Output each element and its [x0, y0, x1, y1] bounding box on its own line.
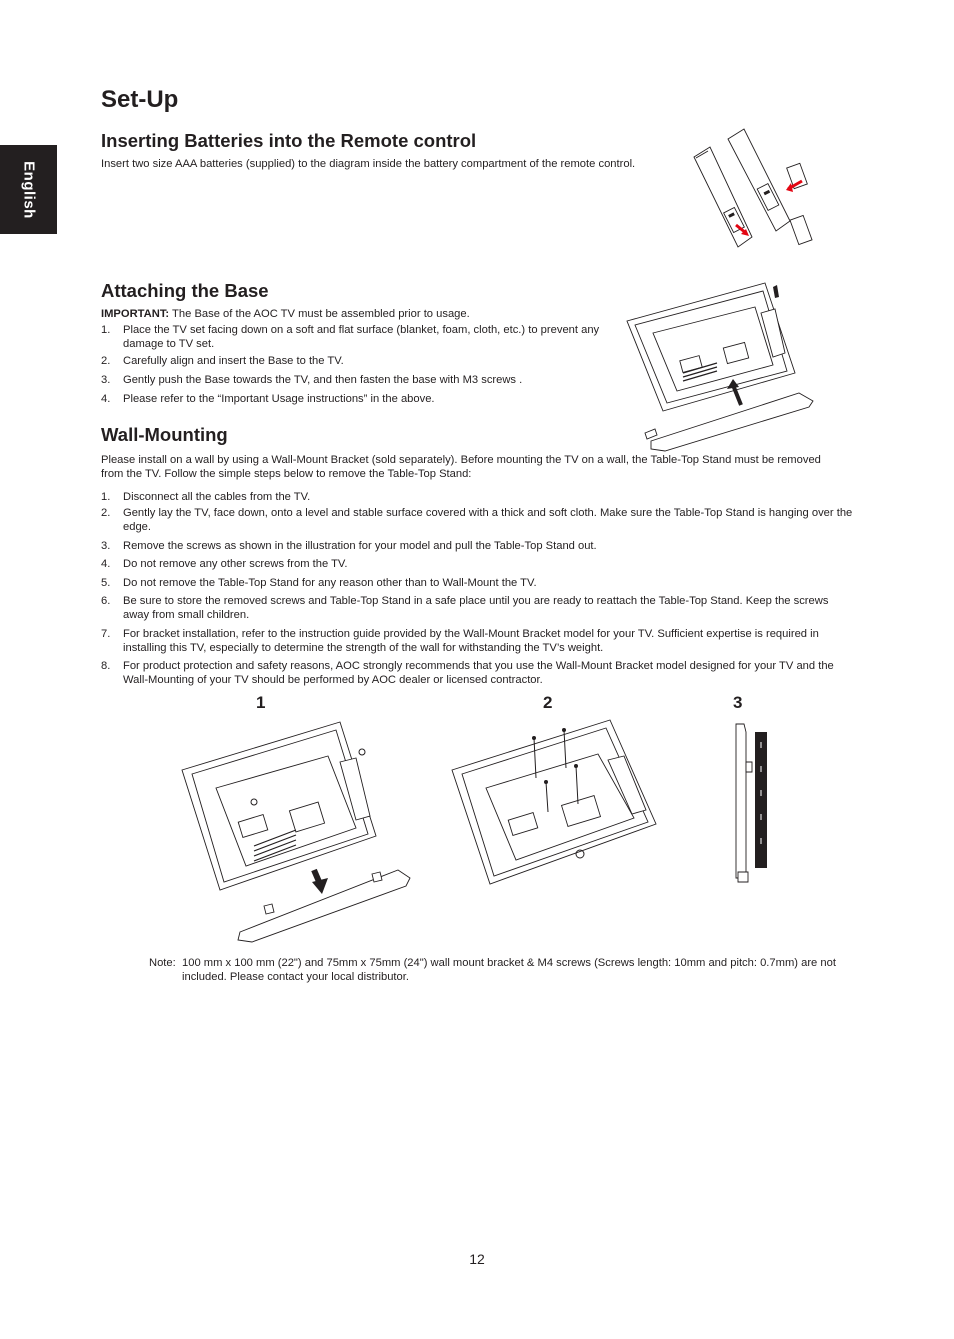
remove-stand-illustration	[180, 720, 412, 942]
step-number: 5.	[101, 577, 111, 589]
wall-side-view-illustration	[730, 722, 770, 890]
base-step	[101, 354, 626, 368]
wall-step	[101, 576, 856, 590]
important-label: IMPORTANT:	[101, 308, 170, 320]
step-number: 1.	[101, 491, 111, 503]
step-text: For bracket installation, refer to the instruction guide provided by the Wall-Mount Bracket model for your TV. Sufficient expertise is required in installing this TV, especially to determine the strength of the wall for withstanding the TV’s weight.	[123, 628, 819, 654]
step-number: 6.	[101, 595, 111, 607]
screw-location-illustration	[450, 718, 662, 888]
figure-label-3: 3	[733, 693, 743, 712]
step-text: Be sure to store the removed screws and Table-Top Stand in a safe place until you are ready to reattach the Table-Top Stand. Keep the screws away from small children.	[123, 595, 829, 621]
wall-heading: Wall-Mounting	[101, 424, 228, 445]
step-number: 7.	[101, 628, 111, 640]
step-number: 2.	[101, 355, 111, 367]
base-attach-illustration	[625, 283, 820, 453]
step-number: 8.	[101, 660, 111, 672]
base-step	[101, 373, 626, 387]
step-text: For product protection and safety reasons, AOC strongly recommends that you use the Wall-Mount Bracket model designed for your TV and the Wall-Mounting of your TV should be performed by AOC dealer or licensed contractor.	[123, 660, 834, 686]
step-text: Gently lay the TV, face down, onto a level and stable surface covered with a thick and soft cloth. Make sure the Table-Top Stand is hanging over the edge.	[123, 507, 853, 533]
step-text: Please refer to the “Important Usage instructions” in the above.	[123, 393, 435, 405]
wall-steps	[101, 490, 856, 687]
step-number: 4.	[101, 393, 111, 405]
step-text: Gently push the Base towards the TV, and then fasten the base with M3 screws .	[123, 374, 523, 386]
base-steps	[101, 323, 626, 406]
page-number: 12	[469, 1251, 485, 1267]
base-step	[101, 392, 626, 406]
note	[149, 956, 859, 984]
note-text: 100 mm x 100 mm (22") and 75mm x 75mm (24") wall mount bracket & M4 screws (Screws length: 10mm and pitch: 0.7mm) are not included. Please contact your local distributor.	[182, 957, 836, 983]
step-text: Do not remove any other screws from the TV.	[123, 558, 348, 570]
step-number: 3.	[101, 374, 111, 386]
wall-intro: Please install on a wall by using a Wall-Mount Bracket (sold separately). Before mounting the TV on a wall, the Table-Top Stand must be removed from the TV. Follow the simple steps below to remove the Table-Top Stand:	[101, 454, 821, 480]
step-number: 2.	[101, 507, 111, 519]
step-text: Place the TV set facing down on a soft and flat surface (blanket, foam, cloth, etc.) to prevent any damage to TV set.	[123, 324, 600, 350]
language-tab-label: English	[20, 160, 37, 219]
batteries-text: Insert two size AAA batteries (supplied) to the diagram inside the battery compartment of the remote control.	[101, 158, 636, 170]
important-text: The Base of the AOC TV must be assembled prior to usage.	[169, 308, 470, 320]
base-heading: Attaching the Base	[101, 280, 269, 301]
figure-label-1: 1	[256, 693, 266, 712]
wall-step	[101, 659, 856, 687]
wall-step	[101, 557, 856, 571]
batteries-heading: Inserting Batteries into the Remote control	[101, 130, 477, 151]
language-tab	[0, 145, 57, 234]
page-title: Set-Up	[101, 86, 179, 113]
step-text: Do not remove the Table-Top Stand for any reason other than to Wall-Mount the TV.	[123, 577, 537, 589]
wall-step	[101, 594, 856, 622]
base-important	[101, 307, 621, 321]
figure-label-2: 2	[543, 693, 553, 712]
wall-step	[101, 539, 856, 553]
step-number: 4.	[101, 558, 111, 570]
step-text: Disconnect all the cables from the TV.	[123, 491, 311, 503]
note-label: Note:	[149, 957, 176, 969]
wall-step	[101, 490, 856, 504]
step-text: Carefully align and insert the Base to the TV.	[123, 355, 344, 367]
step-number: 1.	[101, 324, 111, 336]
remote-battery-illustration	[690, 125, 830, 255]
step-text: Remove the screws as shown in the illustration for your model and pull the Table-Top Stand out.	[123, 540, 597, 552]
base-step	[101, 323, 626, 351]
wall-step	[101, 627, 856, 655]
step-number: 3.	[101, 540, 111, 552]
wall-step	[101, 506, 856, 534]
